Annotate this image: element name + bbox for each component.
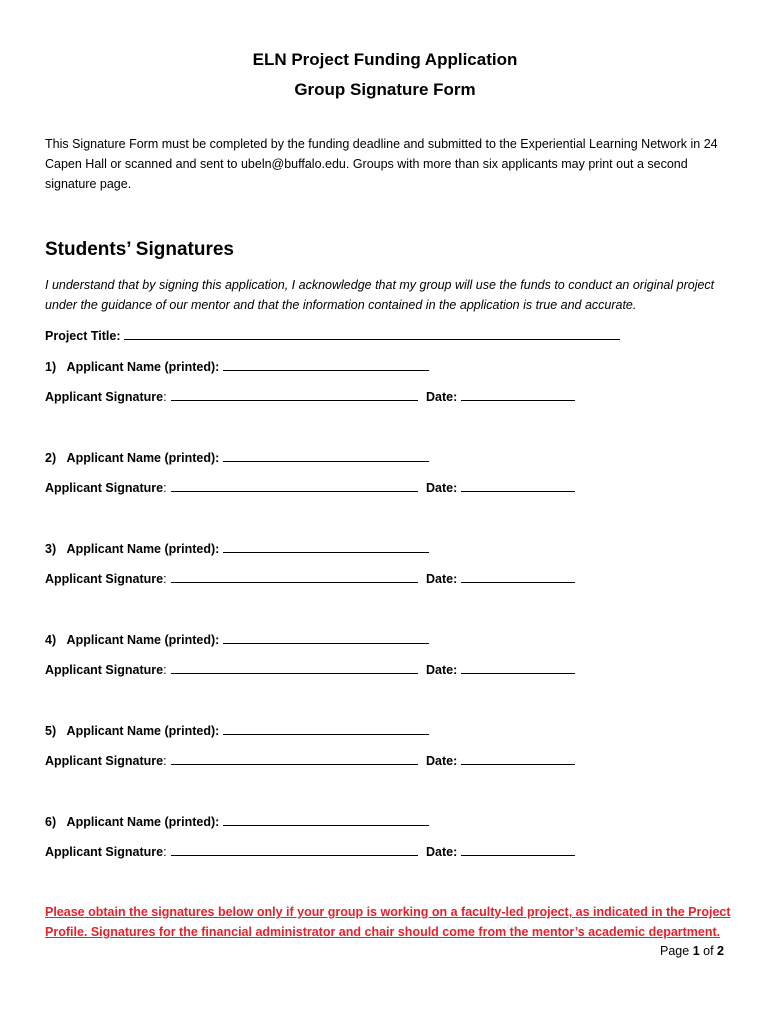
page-indicator (660, 944, 724, 958)
applicant-name-line[interactable] (223, 448, 429, 462)
applicant-name-row (45, 539, 429, 557)
date-label: Date: (426, 572, 458, 586)
applicant-name-row (45, 812, 429, 830)
date-field (426, 569, 575, 586)
applicant-name-row (45, 357, 429, 375)
form-subtitle: Group Signature Form (294, 80, 476, 99)
applicant-number: 5) (45, 724, 57, 738)
page-of: of (703, 944, 714, 958)
page-total: 2 (717, 944, 724, 958)
applicant-name-row (45, 721, 429, 739)
applicant-name-label: Applicant Name (printed): (66, 815, 220, 829)
applicant-signature-line[interactable] (171, 478, 418, 492)
page-current: 1 (692, 944, 700, 958)
date-line[interactable] (461, 660, 575, 674)
applicant-signature-line[interactable] (171, 569, 418, 583)
applicant-signature-row: Applicant Signature: (45, 660, 418, 678)
date-field (426, 478, 575, 495)
date-line[interactable] (461, 569, 575, 583)
applicant-number: 2) (45, 451, 57, 465)
applicant-signature-row: Applicant Signature: (45, 751, 418, 769)
date-label: Date: (426, 845, 458, 859)
applicant-name-line[interactable] (223, 630, 429, 644)
applicant-name-label: Applicant Name (printed): (66, 451, 220, 465)
applicant-number: 4) (45, 633, 57, 647)
applicant-name-label: Applicant Name (printed): (66, 633, 220, 647)
applicant-signature-line[interactable] (171, 660, 418, 674)
applicant-name-line[interactable] (223, 539, 429, 553)
date-field (426, 387, 575, 404)
applicant-name-line[interactable] (223, 721, 429, 735)
date-label: Date: (426, 390, 458, 404)
applicant-name-line[interactable] (223, 357, 429, 371)
applicant-signature-row: Applicant Signature: (45, 842, 418, 860)
date-line[interactable] (461, 842, 575, 856)
applicant-signature-line[interactable] (171, 387, 418, 401)
form-title: ELN Project Funding Application (252, 50, 518, 69)
applicant-number: 1) (45, 360, 57, 374)
applicant-name-row (45, 630, 429, 648)
applicant-name-line[interactable] (223, 812, 429, 826)
date-field (426, 751, 575, 768)
date-line[interactable] (461, 387, 575, 401)
applicant-signature-label: Applicant Signature (45, 390, 164, 404)
date-label: Date: (426, 481, 458, 495)
page-prefix: Page (660, 944, 690, 958)
applicant-signature-label: Applicant Signature (45, 754, 164, 768)
date-line[interactable] (461, 478, 575, 492)
date-field (426, 842, 575, 859)
applicant-signature-label: Applicant Signature (45, 663, 164, 677)
date-label: Date: (426, 663, 458, 677)
students-signatures-heading: Students’ Signatures (45, 239, 234, 260)
applicant-signature-label: Applicant Signature (45, 481, 164, 495)
project-title-line[interactable] (124, 326, 620, 340)
acknowledgement-text: I understand that by signing this application, I acknowledge that my group will use the funds to conduct an original project under the guidance of our mentor and that the information contained in the application is true and accurate. (45, 278, 715, 312)
applicant-signature-label: Applicant Signature (45, 845, 164, 859)
applicant-signature-label: Applicant Signature (45, 572, 164, 586)
applicant-signature-row: Applicant Signature: (45, 569, 418, 587)
date-line[interactable] (461, 751, 575, 765)
applicant-number: 3) (45, 542, 57, 556)
applicant-signature-row: Applicant Signature: (45, 387, 418, 405)
faculty-led-notice: Please obtain the signatures below only if your group is working on a faculty-led project, as indicated in the Project Profile. Signatures for the financial administrator and chair should come from the mentor’s academic department. (45, 905, 731, 939)
project-title-label: Project Title: (45, 329, 121, 343)
applicant-signature-line[interactable] (171, 842, 418, 856)
project-title-row (45, 326, 620, 344)
applicant-name-row (45, 448, 429, 466)
applicant-name-label: Applicant Name (printed): (66, 542, 220, 556)
applicant-signature-row: Applicant Signature: (45, 478, 418, 496)
applicant-name-label: Applicant Name (printed): (66, 360, 220, 374)
date-label: Date: (426, 754, 458, 768)
date-field (426, 660, 575, 677)
intro-paragraph: This Signature Form must be completed by the funding deadline and submitted to the Experiential Learning Network in 24 Capen Hall or scanned and sent to ubeln@buffalo.edu. Groups with more than six applicants may print out a second signature page. (45, 137, 718, 191)
applicant-number: 6) (45, 815, 57, 829)
applicant-name-label: Applicant Name (printed): (66, 724, 220, 738)
applicant-signature-line[interactable] (171, 751, 418, 765)
